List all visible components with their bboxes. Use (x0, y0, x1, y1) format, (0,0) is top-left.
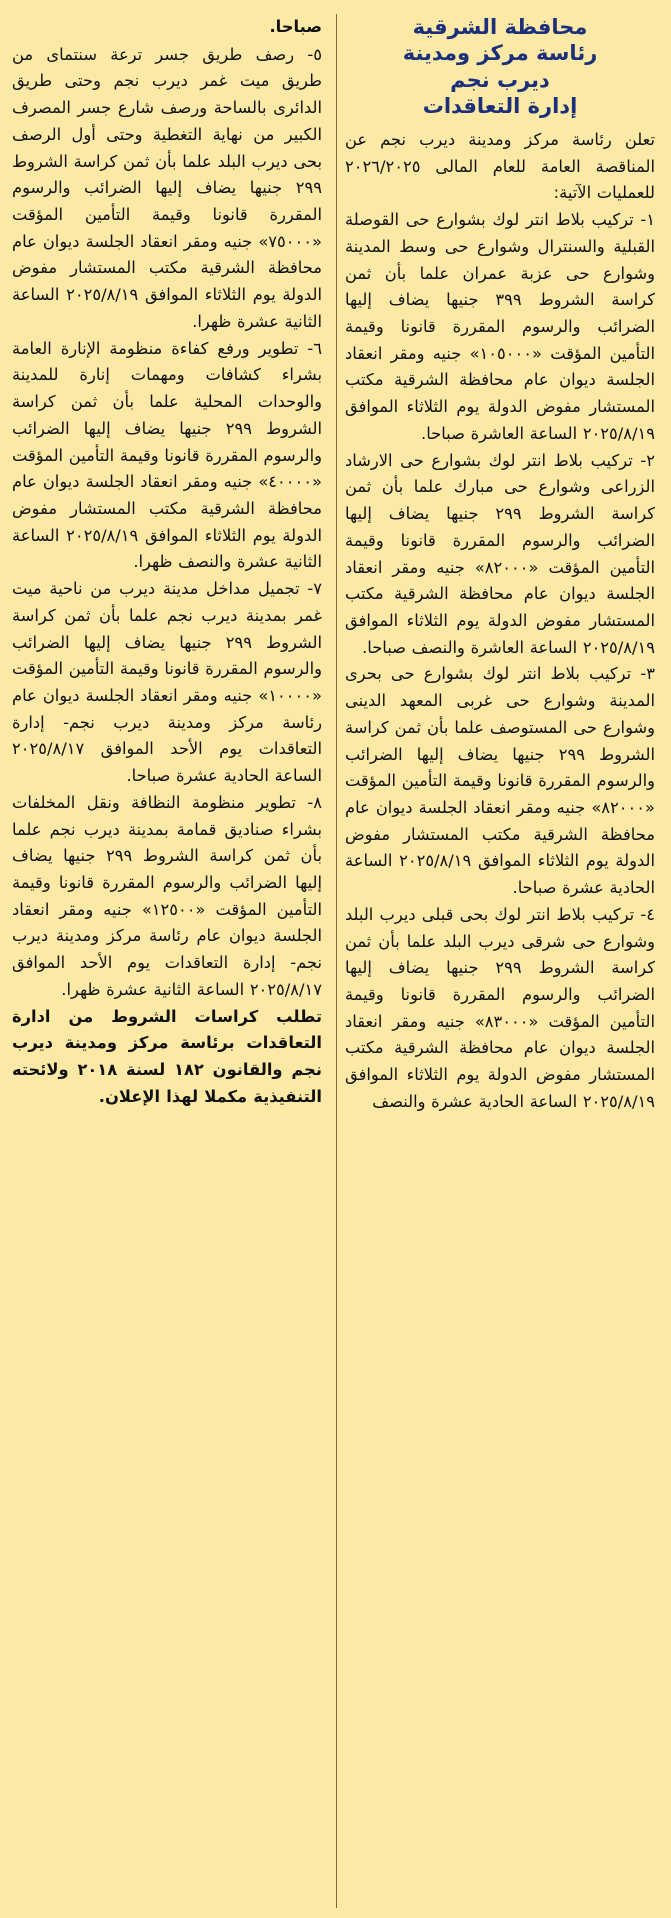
city-title: ديرب نجم (450, 67, 550, 92)
tender-item-4-continuation: صباحا. (269, 17, 322, 36)
notice-intro: تعلن رئاسة مركز ومدينة ديرب نجم عن المناقصة العامة للعام المالى ٢٠٢٦/٢٠٢٥ للعمليات الآتية: (345, 130, 655, 203)
governorate-title: محافظة الشرقية (412, 15, 588, 39)
tender-item-5: ٥- رصف طريق جسر ترعة سنتماى من طريق ميت غمر ديرب نجم وحتى طريق الدائرى بالساحة ورصف شارع جسر المصرف الكبير من نهاية التغطية وحتى أول الرصف بحى ديرب البلد علما بأن ثمن كراسة الشروط ٢٩٩ جنيها يضاف إليها الضرائب والرسوم المقررة قانونا وقيمة التأمين المؤقت «٧٥٠٠٠» جنيه ومقر انعقاد الجلسة ديوان عام محافظة الشرقية مكتب المستشار مفوض الدولة يوم الثلاثاء الموافق ٢٠٢٥/٨/١٩ الساعة الثانية عشرة ظهرا. (12, 44, 323, 331)
council-title: رئاسة مركز ومدينة (402, 41, 598, 66)
left-column (8, 14, 330, 1908)
column-divider (336, 14, 337, 1908)
department-title: إدارة التعاقدات (422, 93, 578, 118)
tender-item-4: ٤- تركيب بلاط انتر لوك بحى قبلى ديرب البلد وشوارع حى شرقى ديرب البلد علما بأن ثمن كراسة الشروط ٢٩٩ جنيها يضاف إليها الضرائب والرسوم المقررة قانونا وقيمة التأمين المؤقت «٨٣٠٠٠» جنيه ومقر انعقاد الجلسة ديوان عام محافظة الشرقية مكتب المستشار مفوض الدولة يوم الثلاثاء الموافق ٢٠٢٥/٨/١٩ الساعة الحادية عشرة والنصف (345, 904, 656, 1111)
tender-item-7: ٧- تجميل مداخل مدينة ديرب من ناحية ميت غمر بمدينة ديرب نجم علما بأن ثمن كراسة الشروط ٢٩٩ جنيها يضاف إليها الضرائب والرسوم المقررة قانونا وقيمة التأمين المؤقت «١٠٠٠٠» جنيه ومقر انعقاد الجلسة ديوان عام رئاسة مركز ومدينة ديرب نجم- إدارة التعاقدات يوم الأحد الموافق ٢٠٢٥/٨/١٧ الساعة الحادية عشرة صباحا. (12, 579, 322, 786)
right-column (337, 14, 659, 1908)
notice-header (345, 14, 655, 119)
closing-note: تطلب كراسات الشروط من ادارة التعاقدات برئاسة مركز ومدينة ديرب نجم والقانون ١٨٢ لسنة ٢٠١٨ ولائحته التنفيذية مكملا لهذا الإعلان. (12, 1006, 322, 1106)
tender-item-6: ٦- تطوير ورفع كفاءة منظومة الإنارة العامة بشراء كشافات ومهمات إنارة للمدينة والوحدات المحلية علما بأن ثمن كراسة الشروط ٢٩٩ جنيها يضاف إليها الضرائب والرسوم المقررة قانونا وقيمة التأمين المؤقت «٤٠٠٠٠» جنيه ومقر انعقاد الجلسة ديوان عام محافظة الشرقية مكتب المستشار مفوض الدولة يوم الثلاثاء الموافق ٢٠٢٥/٨/١٩ الساعة الثانية عشرة والنصف ظهرا. (12, 338, 323, 572)
tender-item-8: ٨- تطوير منظومة النظافة ونقل المخلفات بشراء صناديق قمامة بمدينة ديرب نجم علما بأن ثمن كراسة الشروط ٢٩٩ جنيها يضاف إليها الضرائب والرسوم المقررة قانونا وقيمة التأمين المؤقت «١٢٥٠٠» جنيه ومقر انعقاد الجلسة ديوان عام رئاسة مركز ومدينة ديرب نجم- إدارة التعاقدات يوم الأحد الموافق ٢٠٢٥/٨/١٧ الساعة الثانية عشرة ظهرا. (12, 792, 323, 999)
tender-item-3: ٣- تركيب بلاط انتر لوك بشوارع حى بحرى المدينة وشوارع حى غربى المعهد الدينى وشوارع حى المستوصف علما بأن ثمن كراسة الشروط ٢٩٩ جنيها يضاف إليها الضرائب والرسوم المقررة قانونا وقيمة التأمين المؤقت «٨٢٠٠٠» جنيه ومقر انعقاد الجلسة ديوان عام محافظة الشرقية مكتب المستشار مفوض الدولة يوم الثلاثاء الموافق ٢٠٢٥/٨/١٩ الساعة الحادية عشرة صباحا. (345, 664, 656, 898)
tender-item-2: ٢- تركيب بلاط انتر لوك بشوارع حى الارشاد الزراعى وشوارع حى مبارك علما بأن ثمن كراسة الشروط ٢٩٩ جنيها يضاف إليها الضرائب والرسوم المقررة قانونا وقيمة التأمين المؤقت «٨٢٠٠٠» جنيه ومقر انعقاد الجلسة ديوان عام محافظة الشرقية مكتب المستشار مفوض الدولة يوم الثلاثاء الموافق ٢٠٢٥/٨/١٩ الساعة العاشرة والنصف صباحا. (345, 450, 656, 657)
tender-item-1: ١- تركيب بلاط انتر لوك بشوارع حى القوصلة القبلية والسنترال وشوارع حى وسط المدينة وشوارع حى عزبة عمران علما بأن ثمن كراسة الشروط ٣٩٩ جنيها يضاف إليها الضرائب والرسوم المقررة قانونا وقيمة التأمين المؤقت «١٠٥٠٠٠» جنيه ومقر انعقاد الجلسة ديوان عام محافظة الشرقية مكتب المستشار مفوض الدولة يوم الثلاثاء الموافق ٢٠٢٥/٨/١٩ الساعة العاشرة صباحا. (345, 210, 656, 443)
